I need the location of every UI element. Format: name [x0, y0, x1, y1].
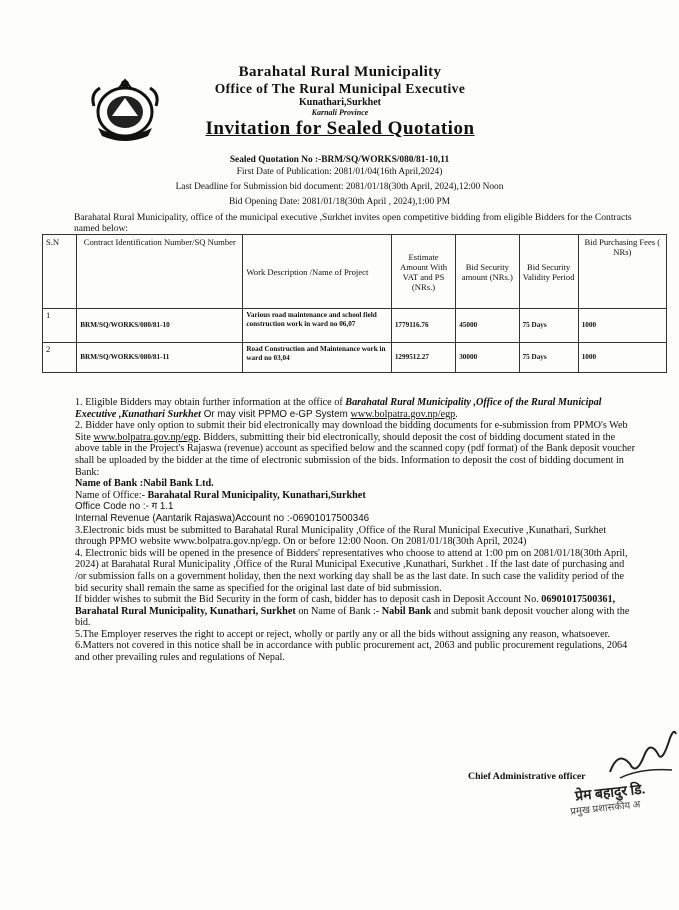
office-address: Kunathari,Surkhet	[299, 97, 381, 108]
column-header: Estimate Amount With VAT and PS (NRs.)	[391, 235, 455, 309]
nepal-emblem-icon	[86, 76, 164, 142]
table-cell: BRM/SQ/WORKS/080/81-11	[77, 343, 243, 373]
bolpatra-link[interactable]: www.bolpatra.gov.np/egp	[93, 431, 199, 443]
table-cell: 1779116.76	[391, 309, 455, 343]
table-cell: 75 Days	[519, 343, 578, 373]
table-cell: 1299512.27	[391, 343, 455, 373]
table-cell: Road Construction and Maintenance work in ward no 03,04	[243, 343, 391, 373]
table-cell: 1000	[578, 309, 666, 343]
column-header: Contract Identification Number/SQ Number	[77, 235, 243, 309]
contracts-table	[42, 234, 667, 373]
revenue-account: Internal Revenue (Aantarik Rajaswa)Account no :-06901017500346	[75, 512, 370, 524]
province-name: Karnali Province	[311, 108, 369, 117]
table-cell: 1000	[578, 343, 666, 373]
clause-2: 2. Bidder have only option to submit their bid electronically may download the bidding documents for e-submission from PPMO's Web Site www.bolpatra.gov.np/egp. Bidders, submitting their bid electronically, should deposit the cost of bidding document stated in the above table in the Project's Rajaswa (revenue) account as specified below and the scanned copy (pdf format) of the Bank deposit voucher shall be uploaded by the bidder at the time of electronic submission of the bids. Information to deposit the cost of bidding document in Bank:	[75, 420, 635, 478]
clause-3: 3.Electronic bids must be submitted to Barahatal Rural Municipality ,Office of the Rural Municipal Executive ,Kunathari, Surkhet through PPMO website www.bolpatra.gov.np/egp. On or before 12:00 Noon. On 2081/01/18(30th April, 2024)	[75, 524, 607, 548]
clause-4: 4. Electronic bids will be opened in the presence of Bidders' representatives who choose to attend at 1:00 pm on 2081/01/18(30th April, 2024) at Barahatal Rural Municipality ,Office of the Rural Municipal Executive ,Kunathari, Surkhet . If the last date of purchasing and /or submission falls on a government holiday, then the next working day shall be as the last date. In such case the validity period of the bid security shall remain the same as specified for the original last date of bid submission.	[75, 547, 628, 594]
office-code: Office Code no :- ग 1.1	[75, 501, 174, 513]
table-cell: 30000	[456, 343, 519, 373]
letterhead	[160, 60, 520, 140]
intro-paragraph: Barahatal Rural Municipality, office of the municipal executive ,Surkhet invites open competitive bidding from eligible Bidders for the Contracts named below:	[74, 212, 632, 234]
municipality-name: Barahatal Rural Municipality	[238, 64, 442, 80]
signatory-title: Chief Administrative officer	[468, 771, 586, 782]
table-cell: 1	[43, 309, 77, 343]
page-title: Invitation for Sealed Quotation	[205, 118, 475, 139]
table-cell: 2	[43, 343, 77, 373]
office-name-line: Name of Office:- Barahatal Rural Municipality, Kunathari,Surkhet	[75, 489, 366, 501]
submission-deadline: Last Deadline for Submission bid document: 2081/01/18(30th April, 2024),12:00 Noon	[175, 182, 504, 192]
stamp-designation: प्रमुख प्रशासकीय अ	[569, 799, 641, 818]
table-row	[43, 309, 667, 343]
column-header: Work Description /Name of Project	[243, 235, 391, 309]
table-cell: Various road maintenance and school field construction work in ward no 06,07	[243, 309, 391, 343]
column-header: Bid Purchasing Fees ( NRs)	[578, 235, 666, 309]
column-header: Bid Security amount (NRs.)	[456, 235, 519, 309]
stamp-name: प्रेम बहादुर डि.	[574, 782, 646, 805]
cash-deposit-clause: If bidder wishes to submit the Bid Security in the form of cash, bidder has to deposit cash in Deposit Account No. 06901017500361, Barahatal Rural Municipality, Kunathari, Surkhet on Name of Bank :- Nabil Bank and submit bank deposit voucher along with the bid.	[75, 594, 630, 629]
clause-6: 6.Matters not covered in this notice shall be in accordance with public procurement act, 2063 and public procurement regulations, 2064 and other prevailing rules and regulations of Nepal.	[75, 640, 628, 664]
first-publication-date: First Date of Publication: 2081/01/04(16th April,2024)	[236, 167, 443, 177]
bolpatra-link[interactable]: www.bolpatra.gov.np/egp	[350, 408, 456, 420]
quotation-number: Sealed Quotation No :-BRM/SQ/WORKS/080/81-10,11	[229, 155, 450, 165]
office-name: Office of The Rural Municipal Executive	[214, 81, 466, 96]
table-cell: BRM/SQ/WORKS/080/81-10	[77, 309, 243, 343]
column-header: Bid Security Validity Period	[519, 235, 578, 309]
table-cell: 45000	[456, 309, 519, 343]
column-header: S.N	[43, 235, 77, 309]
bank-name: Name of Bank :Nabil Bank Ltd.	[75, 478, 214, 490]
table-cell: 75 Days	[519, 309, 578, 343]
table-header-row	[43, 235, 667, 309]
clause-1: 1. Eligible Bidders may obtain further information at the office of Barahatal Rural Municipality ,Office of the Rural Municipal Executive ,Kunathari Surkhet Or may visit PPMO e-GP System www.bolpatra.gov.np/egp.	[75, 397, 602, 420]
clause-5: 5.The Employer reserves the right to accept or reject, wholly or partly any or all the bids without assigning any reason, whatsoever.	[75, 628, 610, 640]
bid-opening-date: Bid Opening Date: 2081/01/18(30th April , 2024),1:00 PM	[228, 197, 451, 207]
notice-body	[75, 397, 635, 664]
table-row	[43, 343, 667, 373]
